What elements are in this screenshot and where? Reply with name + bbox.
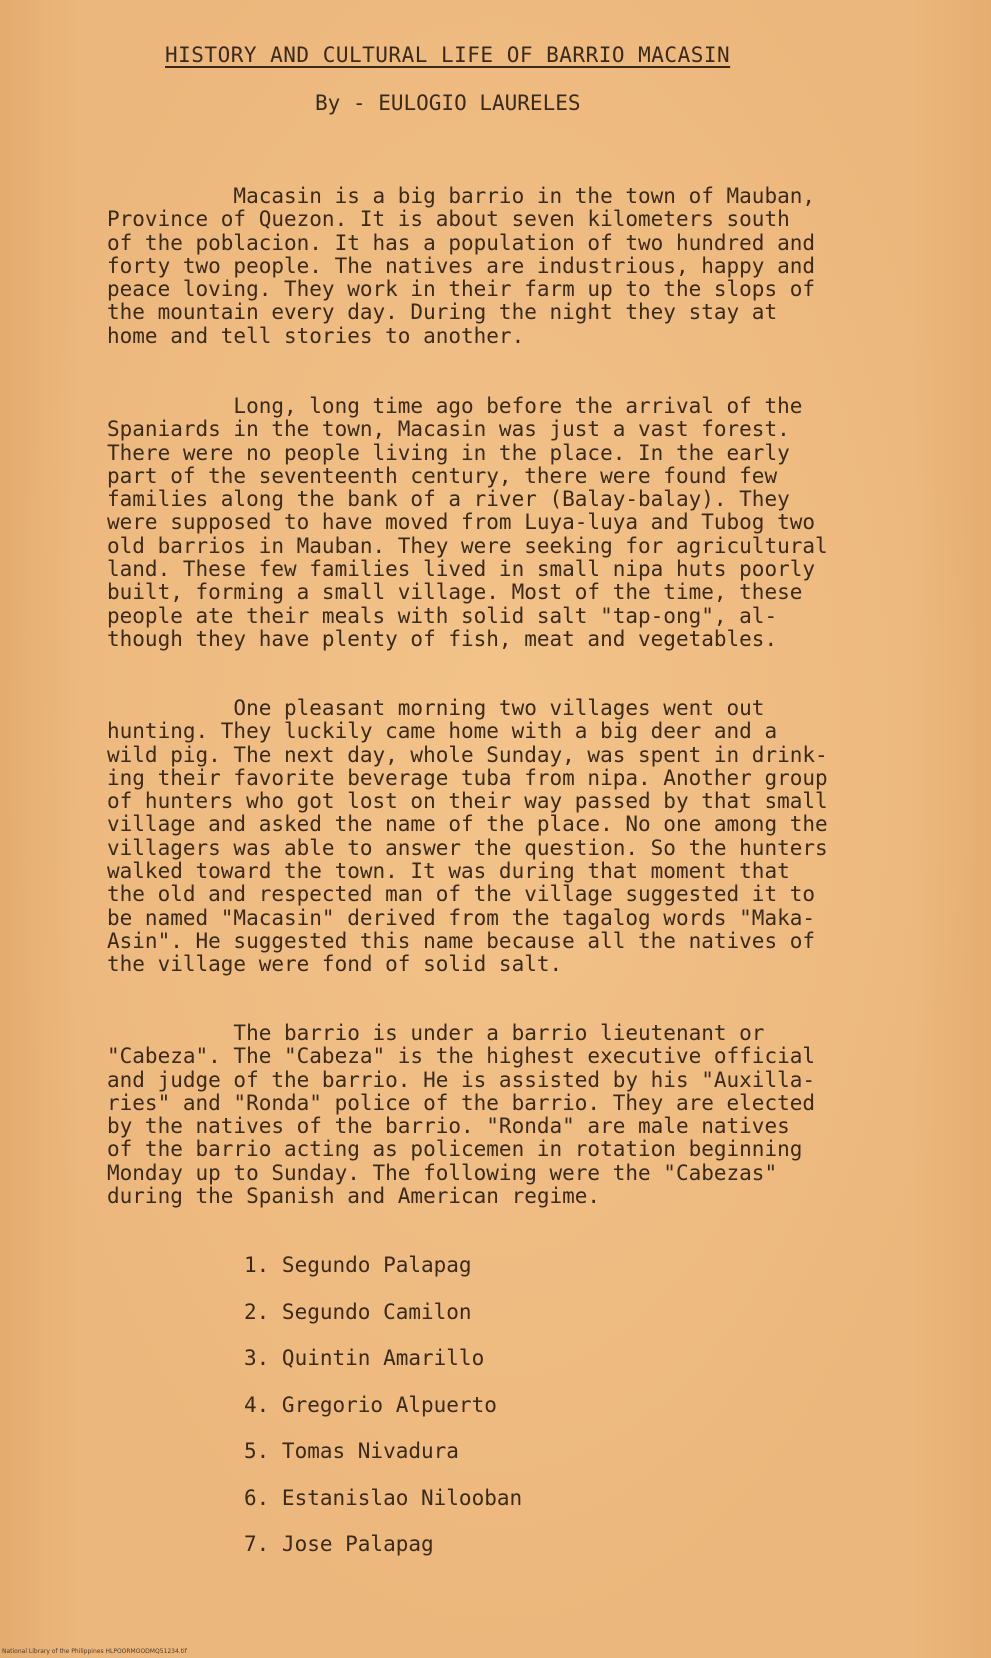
list-item: 7. Jose Palapag <box>244 1532 434 1556</box>
list-item: 4. Gregorio Alpuerto <box>244 1392 497 1417</box>
list-item: 1. Segundo Palapag <box>244 1253 472 1277</box>
paragraph-introduction: Macasin is a big barrio in the town of Mauban, Province of Quezon. It is about seven kilometers south of the poblacion. It has a population of two hundred and forty two people. The natives are industrious, happy and peace loving. They work in their farm up to the slops of the mountain every day. During the night they stay at home and tell stories to another. <box>107 184 816 348</box>
document-title: HISTORY AND CULTURAL LIFE OF BARRIO MACASIN <box>165 43 731 67</box>
list-item: 2. Segundo Camilon <box>244 1299 472 1324</box>
paragraph-name-origin: One pleasant morning two villages went out hunting. They luckily came home with a big deer and a wild pig. The next day, whole Sunday, was spent in drink- ing their favorite beverage tuba from nipa. Another group of hunters who got lost on their way passed by that small village and asked the name of the place. No one among the villagers was able to answer the question. So the hunters walked toward the town. It was during that moment that the old and respected man of the village suggested it to be named "Macasin" derived from the tagalog words "Maka- Asin". He suggested this name because all the natives of the village were fond of solid salt. <box>107 696 828 977</box>
paragraph-barrio-government: The barrio is under a barrio lieutenant or "Cabeza". The "Cabeza" is the highest executive official and judge of the barrio. He is assisted by his "Auxilla- ries" and "Ronda" police of the barrio. They are elected by the natives of the barrio. "Ronda" are male natives of the barrio acting as policemen in rotation beginning Monday up to Sunday. The following were the "Cabezas" during the Spanish and American regime. <box>107 1021 816 1209</box>
list-item: 6. Estanislao Nilooban <box>244 1485 523 1510</box>
list-item: 5. Tomas Nivadura <box>244 1439 459 1463</box>
cabezas-list <box>244 1253 522 1579</box>
paragraph-early-history: Long, long time ago before the arrival of the Spaniards in the town, Macasin was just a vast forest. There were no people living in the place. In the early part of the seventeenth century, there were found few families along the bank of a river (Balay-balay). They were supposed to have moved from Luya-luya and Tubog two old barrios in Mauban. They were seeking for agricultural land. These few families lived in small nipa huts poorly built, forming a small village. Most of the time, these people ate their meals with solid salt "tap-ong", al- though they have plenty of fish, meat and vegetables. <box>107 394 828 651</box>
list-item: 3. Quintin Amarillo <box>244 1346 485 1370</box>
author-byline: By - EULOGIO LAURELES <box>315 91 581 115</box>
archive-footer: National Library of the Philippines HLPOORMOODMQ51234.tif <box>2 1648 187 1655</box>
